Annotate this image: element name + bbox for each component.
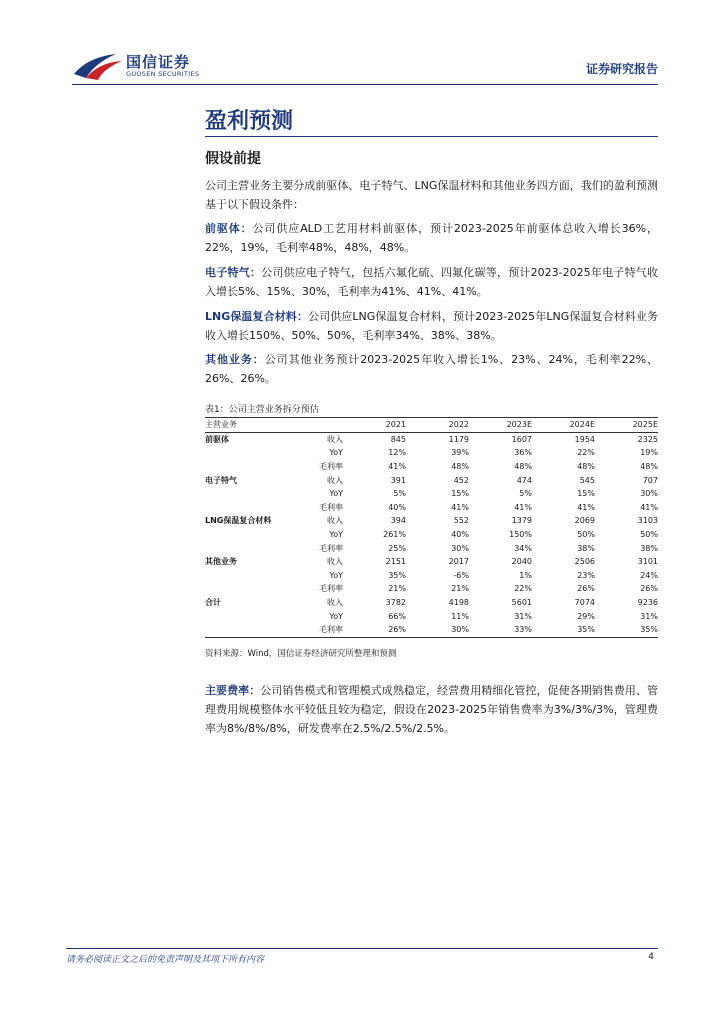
metric-cell: 收入 bbox=[327, 475, 343, 485]
value-cell: 41% bbox=[451, 502, 469, 512]
value-cell: 50% bbox=[640, 530, 658, 540]
value-cell: 261% bbox=[383, 530, 406, 540]
subsection-title: 假设前提 bbox=[205, 151, 261, 167]
assumption-other bbox=[205, 350, 658, 388]
metric-cell: 收入 bbox=[327, 434, 343, 444]
segment-cell bbox=[205, 582, 283, 596]
value-cell: 38% bbox=[577, 543, 595, 553]
intro-paragraph: 公司主营业务主要分成前驱体、电子特气、LNG保温材料和其他业务四方面，我们的盈利预测基于以下假设条件： bbox=[205, 179, 658, 211]
expense-text: 公司销售模式和管理模式成熟稳定，经营费用精细化管控，促使各期销售费用、管理费用规模整体水平较低且较为稳定，假设在2023-2025年销售费率为3%/3%/3%，管理费率为8%/8%/8%，研发费率在2.5%/2.5%/2.5%。 bbox=[205, 684, 658, 735]
value-cell: 3103 bbox=[637, 516, 658, 526]
value-cell: 48% bbox=[577, 462, 595, 472]
assumption-label: 电子特气： bbox=[205, 266, 262, 279]
metric-cell: 毛利率 bbox=[319, 502, 343, 512]
segment-cell bbox=[205, 528, 283, 542]
value-cell: 2017 bbox=[448, 557, 469, 567]
table-caption: 表1：公司主营业务拆分预估 bbox=[205, 405, 319, 415]
guosen-logo-icon bbox=[72, 48, 124, 82]
value-cell: 15% bbox=[577, 489, 595, 499]
assumption-label: LNG保温复合材料： bbox=[205, 310, 309, 323]
assumption-text: 公司供应LNG保温复合材料，预计2023-2025年LNG保温复合材料业务收入增长150%、50%、50%，毛利率34%、38%、38%。 bbox=[205, 310, 659, 342]
value-cell: 22% bbox=[514, 584, 532, 594]
value-cell: 1954 bbox=[574, 434, 595, 444]
value-cell: 48% bbox=[451, 462, 469, 472]
metric-cell: YoY bbox=[329, 489, 343, 499]
value-cell: 26% bbox=[343, 623, 406, 637]
page-number: 4 bbox=[648, 952, 654, 962]
value-cell: 9236 bbox=[637, 598, 658, 608]
value-cell: 40% bbox=[451, 530, 469, 540]
value-cell: 39% bbox=[451, 448, 469, 458]
value-cell: 30% bbox=[406, 623, 469, 637]
value-cell: 845 bbox=[390, 434, 406, 444]
value-cell: 24% bbox=[640, 570, 658, 580]
assumption-text: 公司供应ALD工艺用材料前驱体，预计2023-2025年前驱体总收入增长36%，22%，19%，毛利率48%，48%，48%。 bbox=[205, 222, 658, 254]
table-row bbox=[205, 446, 658, 460]
table-header-row bbox=[205, 418, 658, 433]
segment-cell bbox=[205, 541, 283, 555]
value-cell: 391 bbox=[390, 475, 406, 485]
value-cell: 4198 bbox=[448, 598, 469, 608]
value-cell: 150% bbox=[509, 530, 532, 540]
footer-disclaimer: 请务必阅读正文之后的免责声明及其项下所有内容 bbox=[66, 955, 265, 965]
report-type: 证券研究报告 bbox=[585, 62, 658, 76]
value-cell: 1607 bbox=[511, 434, 532, 444]
table-row bbox=[205, 609, 658, 623]
guosen-logo bbox=[72, 48, 212, 82]
value-cell: 66% bbox=[388, 611, 406, 621]
value-cell: -6% bbox=[453, 570, 469, 580]
table-row bbox=[205, 541, 658, 555]
value-cell: 2325 bbox=[637, 434, 658, 444]
table-row bbox=[205, 528, 658, 542]
value-cell: 31% bbox=[514, 611, 532, 621]
metric-cell: 毛利率 bbox=[319, 462, 343, 472]
table-row bbox=[205, 623, 658, 637]
segment-cell bbox=[205, 569, 283, 583]
logo-text-en: GUOSEN SECURITIES bbox=[126, 70, 200, 78]
section-title: 盈利预测 bbox=[205, 109, 294, 134]
value-cell: 31% bbox=[640, 611, 658, 621]
value-cell: 15% bbox=[451, 489, 469, 499]
value-cell: 2151 bbox=[385, 557, 406, 567]
segment-cell: LNG保温复合材料 bbox=[205, 516, 272, 526]
header-cell: 2022 bbox=[406, 418, 469, 433]
table-row bbox=[205, 487, 658, 501]
value-cell: 1179 bbox=[448, 434, 469, 444]
business-breakdown-table bbox=[205, 417, 658, 638]
value-cell: 545 bbox=[579, 475, 595, 485]
value-cell: 29% bbox=[577, 611, 595, 621]
segment-cell: 前驱体 bbox=[205, 434, 229, 444]
segment-cell: 电子特气 bbox=[205, 475, 237, 485]
value-cell: 25% bbox=[388, 543, 406, 553]
header-cell: 主营业务 bbox=[205, 418, 283, 433]
title-divider bbox=[205, 136, 658, 137]
value-cell: 30% bbox=[451, 543, 469, 553]
metric-cell: 收入 bbox=[327, 557, 343, 567]
metric-cell: YoY bbox=[329, 611, 343, 621]
table-row bbox=[205, 596, 658, 610]
expense-paragraph bbox=[205, 681, 658, 738]
value-cell: 48% bbox=[514, 462, 532, 472]
assumption-precursor bbox=[205, 219, 658, 257]
assumption-text: 公司其他业务预计2023-2025年收入增长1%、23%、24%，毛利率22%、26%、26%。 bbox=[205, 353, 658, 385]
metric-cell: YoY bbox=[329, 530, 343, 540]
logo-text-cn: 国信证券 bbox=[126, 53, 191, 71]
table-row bbox=[205, 460, 658, 474]
table-row bbox=[205, 473, 658, 487]
segment-cell bbox=[205, 487, 283, 501]
value-cell: 41% bbox=[388, 462, 406, 472]
value-cell: 41% bbox=[514, 502, 532, 512]
metric-cell: YoY bbox=[329, 570, 343, 580]
value-cell: 7074 bbox=[574, 598, 595, 608]
header-cell: 2023E bbox=[469, 418, 532, 433]
segment-cell bbox=[205, 460, 283, 474]
table-row bbox=[205, 569, 658, 583]
table-row bbox=[205, 514, 658, 528]
metric-cell: YoY bbox=[329, 448, 343, 458]
value-cell: 48% bbox=[640, 462, 658, 472]
value-cell: 34% bbox=[514, 543, 532, 553]
metric-cell: 收入 bbox=[327, 598, 343, 608]
assumption-label: 前驱体： bbox=[205, 222, 253, 235]
value-cell: 26% bbox=[577, 584, 595, 594]
value-cell: 12% bbox=[388, 448, 406, 458]
segment-cell bbox=[205, 446, 283, 460]
value-cell: 394 bbox=[390, 516, 406, 526]
value-cell: 3101 bbox=[637, 557, 658, 567]
value-cell: 11% bbox=[451, 611, 469, 621]
metric-cell: 收入 bbox=[327, 516, 343, 526]
value-cell: 21% bbox=[451, 584, 469, 594]
header-divider bbox=[72, 84, 658, 85]
value-cell: 30% bbox=[640, 489, 658, 499]
value-cell: 452 bbox=[453, 475, 469, 485]
table-row bbox=[205, 432, 658, 446]
value-cell: 36% bbox=[514, 448, 532, 458]
value-cell: 474 bbox=[516, 475, 532, 485]
header-cell bbox=[283, 418, 343, 433]
value-cell: 21% bbox=[388, 584, 406, 594]
value-cell: 1379 bbox=[511, 516, 532, 526]
value-cell: 22% bbox=[577, 448, 595, 458]
metric-cell: 毛利率 bbox=[319, 584, 343, 594]
segment-cell: 合计 bbox=[205, 598, 221, 608]
segment-cell bbox=[205, 501, 283, 515]
value-cell: 23% bbox=[577, 570, 595, 580]
assumption-text: 公司供应电子特气，包括六氟化硫、四氟化碳等，预计2023-2025年电子特气收入增长5%、15%、30%，毛利率为41%、41%、41%。 bbox=[205, 266, 658, 298]
table-source: 资料来源：Wind，国信证券经济研究所整理和预测 bbox=[205, 649, 397, 659]
table-row bbox=[205, 501, 658, 515]
value-cell: 41% bbox=[577, 502, 595, 512]
value-cell: 38% bbox=[640, 543, 658, 553]
value-cell: 2040 bbox=[511, 557, 532, 567]
value-cell: 33% bbox=[469, 623, 532, 637]
value-cell: 5% bbox=[519, 489, 532, 499]
value-cell: 5% bbox=[393, 489, 406, 499]
value-cell: 19% bbox=[640, 448, 658, 458]
page-header bbox=[72, 48, 658, 86]
value-cell: 40% bbox=[388, 502, 406, 512]
value-cell: 50% bbox=[577, 530, 595, 540]
value-cell: 707 bbox=[642, 475, 658, 485]
value-cell: 5601 bbox=[511, 598, 532, 608]
value-cell: 41% bbox=[640, 502, 658, 512]
metric-cell: 毛利率 bbox=[319, 543, 343, 553]
segment-cell bbox=[205, 609, 283, 623]
value-cell: 2506 bbox=[574, 557, 595, 567]
value-cell: 552 bbox=[453, 516, 469, 526]
header-cell: 2024E bbox=[532, 418, 595, 433]
assumption-lng bbox=[205, 307, 658, 345]
metric-cell: 毛利率 bbox=[283, 623, 343, 637]
assumption-gas bbox=[205, 263, 658, 301]
value-cell: 35% bbox=[388, 570, 406, 580]
expense-label: 主要费率： bbox=[205, 684, 261, 697]
value-cell: 26% bbox=[640, 584, 658, 594]
assumption-label: 其他业务： bbox=[205, 353, 265, 366]
value-cell: 3782 bbox=[385, 598, 406, 608]
header-cell: 2025E bbox=[595, 418, 658, 433]
value-cell: 35% bbox=[595, 623, 658, 637]
footer-divider bbox=[66, 948, 658, 949]
segment-cell: 其他业务 bbox=[205, 557, 237, 567]
segment-cell bbox=[205, 623, 283, 637]
table-row bbox=[205, 582, 658, 596]
value-cell: 2069 bbox=[574, 516, 595, 526]
value-cell: 1% bbox=[519, 570, 532, 580]
value-cell: 35% bbox=[532, 623, 595, 637]
header-cell: 2021 bbox=[343, 418, 406, 433]
table-row bbox=[205, 555, 658, 569]
